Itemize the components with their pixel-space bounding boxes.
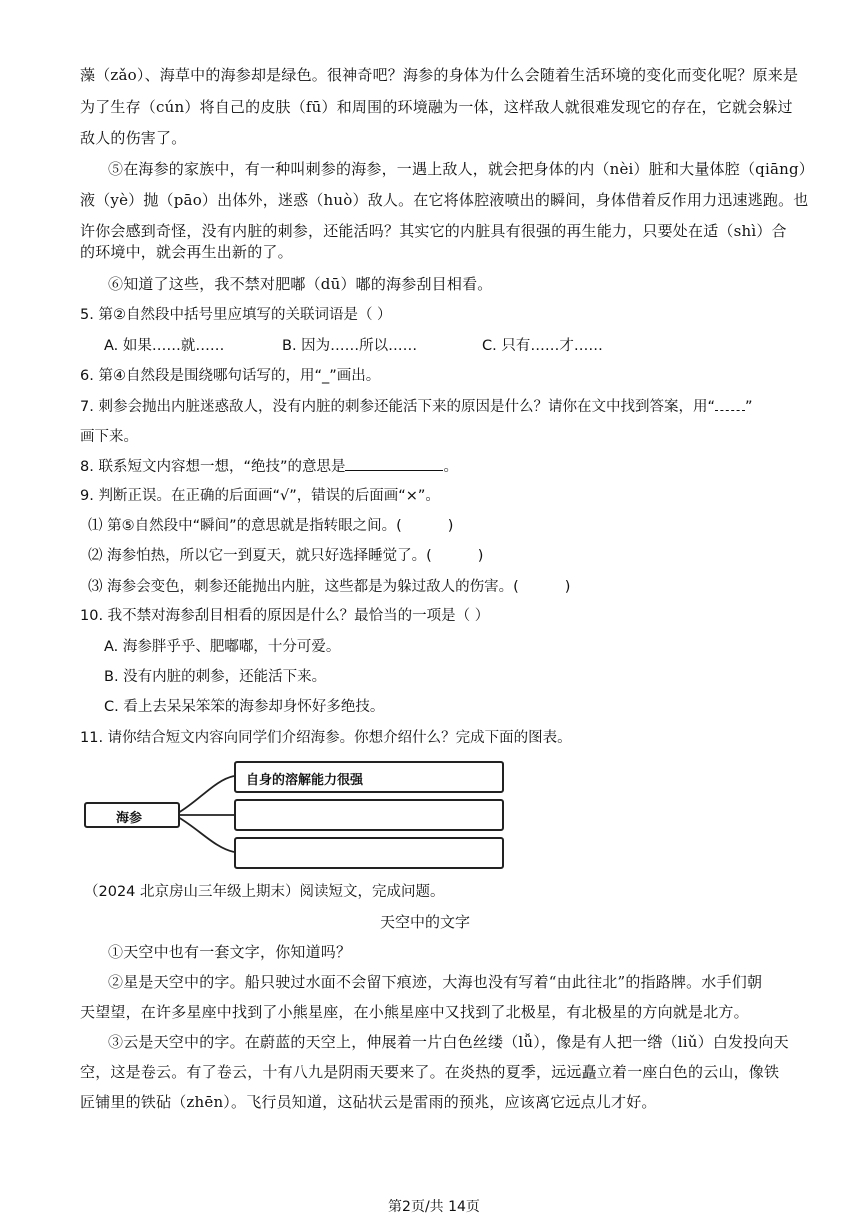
question-5: 5. 第②自然段中括号里应填写的关联词语是（ ） — [80, 307, 392, 323]
q9-item-text: ⑴ 第⑤自然段中“瞬间”的意思就是指转眼之间。( — [88, 518, 402, 534]
page-footer: 第2页/共 14页 — [388, 1199, 480, 1215]
passage-line: ③云是天空中的字。在蔚蓝的天空上，伸展着一片白色丝缕（lǚ），像是有人把一绺（liǔ）白发投向天 — [108, 1033, 789, 1051]
passage-line: 匠铺里的铁砧（zhēn）。飞行员知道，这砧状云是雷雨的预兆，应该离它远点儿才好。 — [80, 1093, 657, 1111]
passage-line: ⑤在海参的家族中，有一种叫刺参的海参，一遇上敌人，就会把身体的内（nèi）脏和大量体腔（qiāng） — [108, 160, 814, 178]
q8-text: 8. 联系短文内容想一想，“绝技”的意思是 — [80, 459, 346, 475]
diagram-root-box — [84, 802, 180, 828]
close-paren: ) — [477, 548, 484, 564]
q10-option-a[interactable]: A. 海参胖乎乎、肥嘟嘟，十分可爱。 — [104, 639, 341, 655]
passage2-source: （2024 北京房山三年级上期末）阅读短文，完成问题。 — [84, 884, 445, 900]
q10-option-c[interactable]: C. 看上去呆呆笨笨的海参却身怀好多绝技。 — [104, 699, 385, 715]
question-11: 11. 请你结合短文内容向同学们介绍海参。你想介绍什么？完成下面的图表。 — [80, 730, 572, 746]
close-paren: ) — [564, 579, 571, 595]
diagram-branch-box-2[interactable] — [234, 799, 504, 831]
q9-item-text: ⑵ 海参怕热，所以它一到夏天，就只好选择睡觉了。( — [88, 548, 432, 564]
q10-option-b[interactable]: B. 没有内脏的刺参，还能活下来。 — [104, 669, 327, 685]
passage2-title: 天空中的文字 — [380, 913, 471, 931]
passage-line: 空，这是卷云。有了卷云，十有八九是阴雨天要来了。在炎热的夏季，远远矗立着一座白色的云山，像铁 — [80, 1063, 780, 1081]
diagram-branch-label: 自身的溶解能力很强 — [246, 773, 364, 788]
question-10: 10. 我不禁对海参刮目相看的原因是什么？最恰当的一项是（ ） — [80, 608, 490, 624]
q8-end: 。 — [443, 459, 458, 475]
passage-line: ⑥知道了这些，我不禁对肥嘟（dū）嘟的海参刮目相看。 — [108, 275, 493, 293]
passage-line: 液（yè）抛（pāo）出体外，迷惑（huò）敌人。在它将体腔液喷出的瞬间，身体借着反作用力迅速逃跑。也 — [80, 191, 809, 209]
q5-option-b[interactable]: B. 因为……所以…… — [282, 338, 418, 354]
question-7-cont: 画下来。 — [80, 429, 138, 445]
q5-option-a[interactable]: A. 如果……就…… — [104, 338, 225, 354]
q9-item-text: ⑶ 海参会变色，刺参还能抛出内脏，这些都是为躲过敌人的伤害。( — [88, 579, 519, 595]
passage-line: 敌人的伤害了。 — [80, 129, 187, 147]
q7-close-quote: ” — [744, 399, 753, 415]
q7-text: 7. 刺参会抛出内脏迷惑敌人，没有内脏的刺参还能活下来的原因是什么？请你在文中找到答案，用“ — [80, 399, 715, 415]
passage-line: 为了生存（cún）将自己的皮肤（fū）和周围的环境融为一体，这样敌人就很难发现它的存在，它就会躲过 — [80, 98, 793, 116]
passage-line: ①天空中也有一套文字，你知道吗？ — [108, 943, 352, 961]
question-9: 9. 判断正误。在正确的后面画“√”，错误的后面画“×”。 — [80, 488, 440, 504]
close-paren: ) — [447, 518, 454, 534]
diagram-branch-box-3[interactable] — [234, 837, 504, 869]
passage-line: 藻（zǎo）、海草中的海参却是绿色。很神奇吧？海参的身体为什么会随着生活环境的变化而变化呢？原来是 — [80, 66, 799, 84]
diagram-branch-box-1[interactable] — [234, 761, 504, 793]
question-6: 6. 第④自然段是围绕哪句话写的，用“_”画出。 — [80, 368, 381, 384]
passage-line: 的环境中，就会再生出新的了。 — [80, 243, 293, 261]
passage-line: ②星是天空中的字。船只驶过水面不会留下痕迹，大海也没有写着“由此往北”的指路牌。水手们朝 — [108, 973, 763, 991]
diagram-root-label: 海参 — [116, 811, 143, 826]
passage-line: 天望望，在许多星座中找到了小熊星座，在小熊星座中又找到了北极星，有北极星的方向就是北方。 — [80, 1003, 749, 1021]
passage-line: 许你会感到奇怪，没有内脏的刺参，还能活吗？其实它的内脏具有很强的再生能力，只要处在适（shì）合 — [80, 222, 787, 240]
q5-option-c[interactable]: C. 只有……才…… — [482, 338, 603, 354]
